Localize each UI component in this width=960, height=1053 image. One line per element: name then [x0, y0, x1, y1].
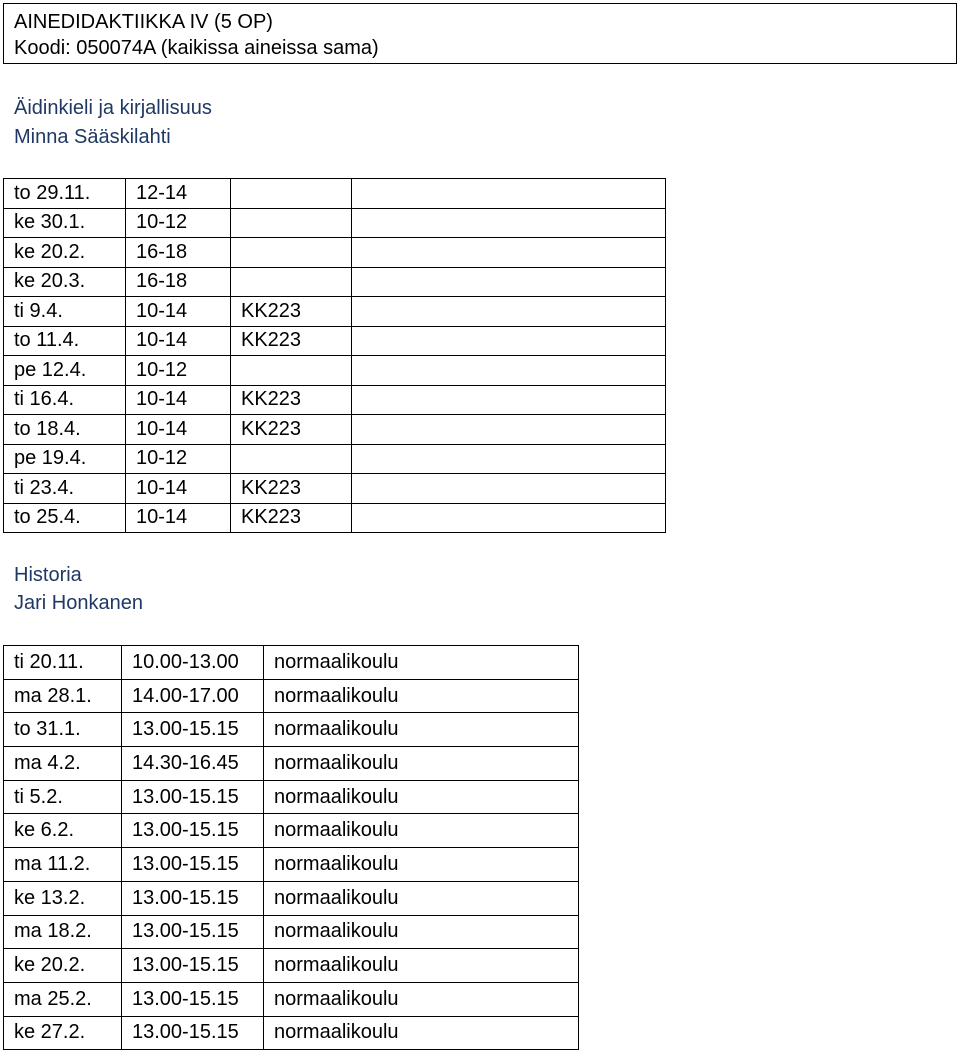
date-cell: ma 18.2. [4, 915, 122, 949]
place-cell: normaalikoulu [264, 949, 579, 983]
section-title-aidinkieli: Äidinkieli ja kirjallisuus [14, 97, 212, 119]
table-row [4, 949, 579, 983]
empty-cell [352, 385, 666, 415]
place-cell: normaalikoulu [264, 982, 579, 1016]
place-cell [231, 267, 352, 297]
place-cell: normaalikoulu [264, 780, 579, 814]
date-cell: ti 23.4. [4, 474, 126, 504]
place-cell: normaalikoulu [264, 679, 579, 713]
time-cell: 13.00-15.15 [122, 848, 264, 882]
table-row [4, 646, 579, 680]
section-teacher-historia: Jari Honkanen [14, 592, 143, 614]
time-cell: 12-14 [126, 179, 231, 209]
time-cell: 13.00-15.15 [122, 915, 264, 949]
date-cell: ti 9.4. [4, 297, 126, 327]
table-row [4, 780, 579, 814]
time-cell: 10-14 [126, 415, 231, 445]
place-cell [231, 208, 352, 238]
empty-cell [352, 208, 666, 238]
table-row [4, 915, 579, 949]
table-row [4, 881, 579, 915]
date-cell: ke 27.2. [4, 1016, 122, 1050]
time-cell: 14.00-17.00 [122, 679, 264, 713]
table-row [4, 679, 579, 713]
place-cell: KK223 [231, 474, 352, 504]
date-cell: ti 20.11. [4, 646, 122, 680]
table-row [4, 179, 666, 209]
section-teacher-aidinkieli: Minna Sääskilahti [14, 126, 171, 148]
table-row [4, 415, 666, 445]
date-cell: to 29.11. [4, 179, 126, 209]
place-cell: normaalikoulu [264, 1016, 579, 1050]
table-row [4, 814, 579, 848]
empty-cell [352, 238, 666, 268]
place-cell [231, 444, 352, 474]
time-cell: 13.00-15.15 [122, 1016, 264, 1050]
date-cell: ti 5.2. [4, 780, 122, 814]
date-cell: ke 6.2. [4, 814, 122, 848]
date-cell: to 11.4. [4, 326, 126, 356]
place-cell [231, 238, 352, 268]
table-row [4, 713, 579, 747]
section-title-historia: Historia [14, 564, 82, 586]
date-cell: ke 20.3. [4, 267, 126, 297]
place-cell: KK223 [231, 385, 352, 415]
date-cell: ma 25.2. [4, 982, 122, 1016]
place-cell [231, 356, 352, 386]
date-cell: ke 13.2. [4, 881, 122, 915]
place-cell: normaalikoulu [264, 881, 579, 915]
table-row [4, 444, 666, 474]
time-cell: 10-14 [126, 297, 231, 327]
place-cell: normaalikoulu [264, 915, 579, 949]
place-cell: normaalikoulu [264, 747, 579, 781]
course-title: AINEDIDAKTIIKKA IV (5 OP) [14, 11, 273, 33]
table-row [4, 238, 666, 268]
time-cell: 13.00-15.15 [122, 982, 264, 1016]
time-cell: 13.00-15.15 [122, 713, 264, 747]
table-row [4, 326, 666, 356]
empty-cell [352, 503, 666, 533]
empty-cell [352, 297, 666, 327]
time-cell: 13.00-15.15 [122, 780, 264, 814]
course-header-box [3, 3, 957, 64]
empty-cell [352, 326, 666, 356]
time-cell: 10.00-13.00 [122, 646, 264, 680]
time-cell: 13.00-15.15 [122, 881, 264, 915]
table-row [4, 208, 666, 238]
date-cell: ma 4.2. [4, 747, 122, 781]
table-row [4, 267, 666, 297]
date-cell: to 31.1. [4, 713, 122, 747]
place-cell: normaalikoulu [264, 814, 579, 848]
empty-cell [352, 179, 666, 209]
place-cell: KK223 [231, 297, 352, 327]
empty-cell [352, 415, 666, 445]
time-cell: 10-12 [126, 356, 231, 386]
time-cell: 14.30-16.45 [122, 747, 264, 781]
table-row [4, 356, 666, 386]
place-cell: KK223 [231, 415, 352, 445]
time-cell: 16-18 [126, 267, 231, 297]
date-cell: to 25.4. [4, 503, 126, 533]
table-row [4, 1016, 579, 1050]
empty-cell [352, 444, 666, 474]
place-cell: normaalikoulu [264, 646, 579, 680]
time-cell: 16-18 [126, 238, 231, 268]
time-cell: 10-14 [126, 474, 231, 504]
date-cell: ti 16.4. [4, 385, 126, 415]
date-cell: pe 19.4. [4, 444, 126, 474]
time-cell: 13.00-15.15 [122, 949, 264, 983]
schedule-table-body [4, 179, 666, 533]
date-cell: ma 11.2. [4, 848, 122, 882]
time-cell: 10-14 [126, 326, 231, 356]
empty-cell [352, 474, 666, 504]
table-row [4, 503, 666, 533]
schedule-table-aidinkieli [3, 178, 666, 533]
time-cell: 10-14 [126, 503, 231, 533]
place-cell: normaalikoulu [264, 848, 579, 882]
date-cell: to 18.4. [4, 415, 126, 445]
empty-cell [352, 267, 666, 297]
time-cell: 13.00-15.15 [122, 814, 264, 848]
table-row [4, 747, 579, 781]
time-cell: 10-12 [126, 444, 231, 474]
time-cell: 10-14 [126, 385, 231, 415]
course-code: Koodi: 050074A (kaikissa aineissa sama) [14, 37, 379, 59]
place-cell: KK223 [231, 503, 352, 533]
date-cell: ma 28.1. [4, 679, 122, 713]
date-cell: ke 30.1. [4, 208, 126, 238]
table-row [4, 385, 666, 415]
date-cell: pe 12.4. [4, 356, 126, 386]
schedule-table-historia [3, 645, 579, 1050]
date-cell: ke 20.2. [4, 949, 122, 983]
table-row [4, 982, 579, 1016]
schedule-table-body [4, 646, 579, 1050]
place-cell: KK223 [231, 326, 352, 356]
place-cell: normaalikoulu [264, 713, 579, 747]
time-cell: 10-12 [126, 208, 231, 238]
table-row [4, 474, 666, 504]
date-cell: ke 20.2. [4, 238, 126, 268]
table-row [4, 297, 666, 327]
place-cell [231, 179, 352, 209]
table-row [4, 848, 579, 882]
empty-cell [352, 356, 666, 386]
